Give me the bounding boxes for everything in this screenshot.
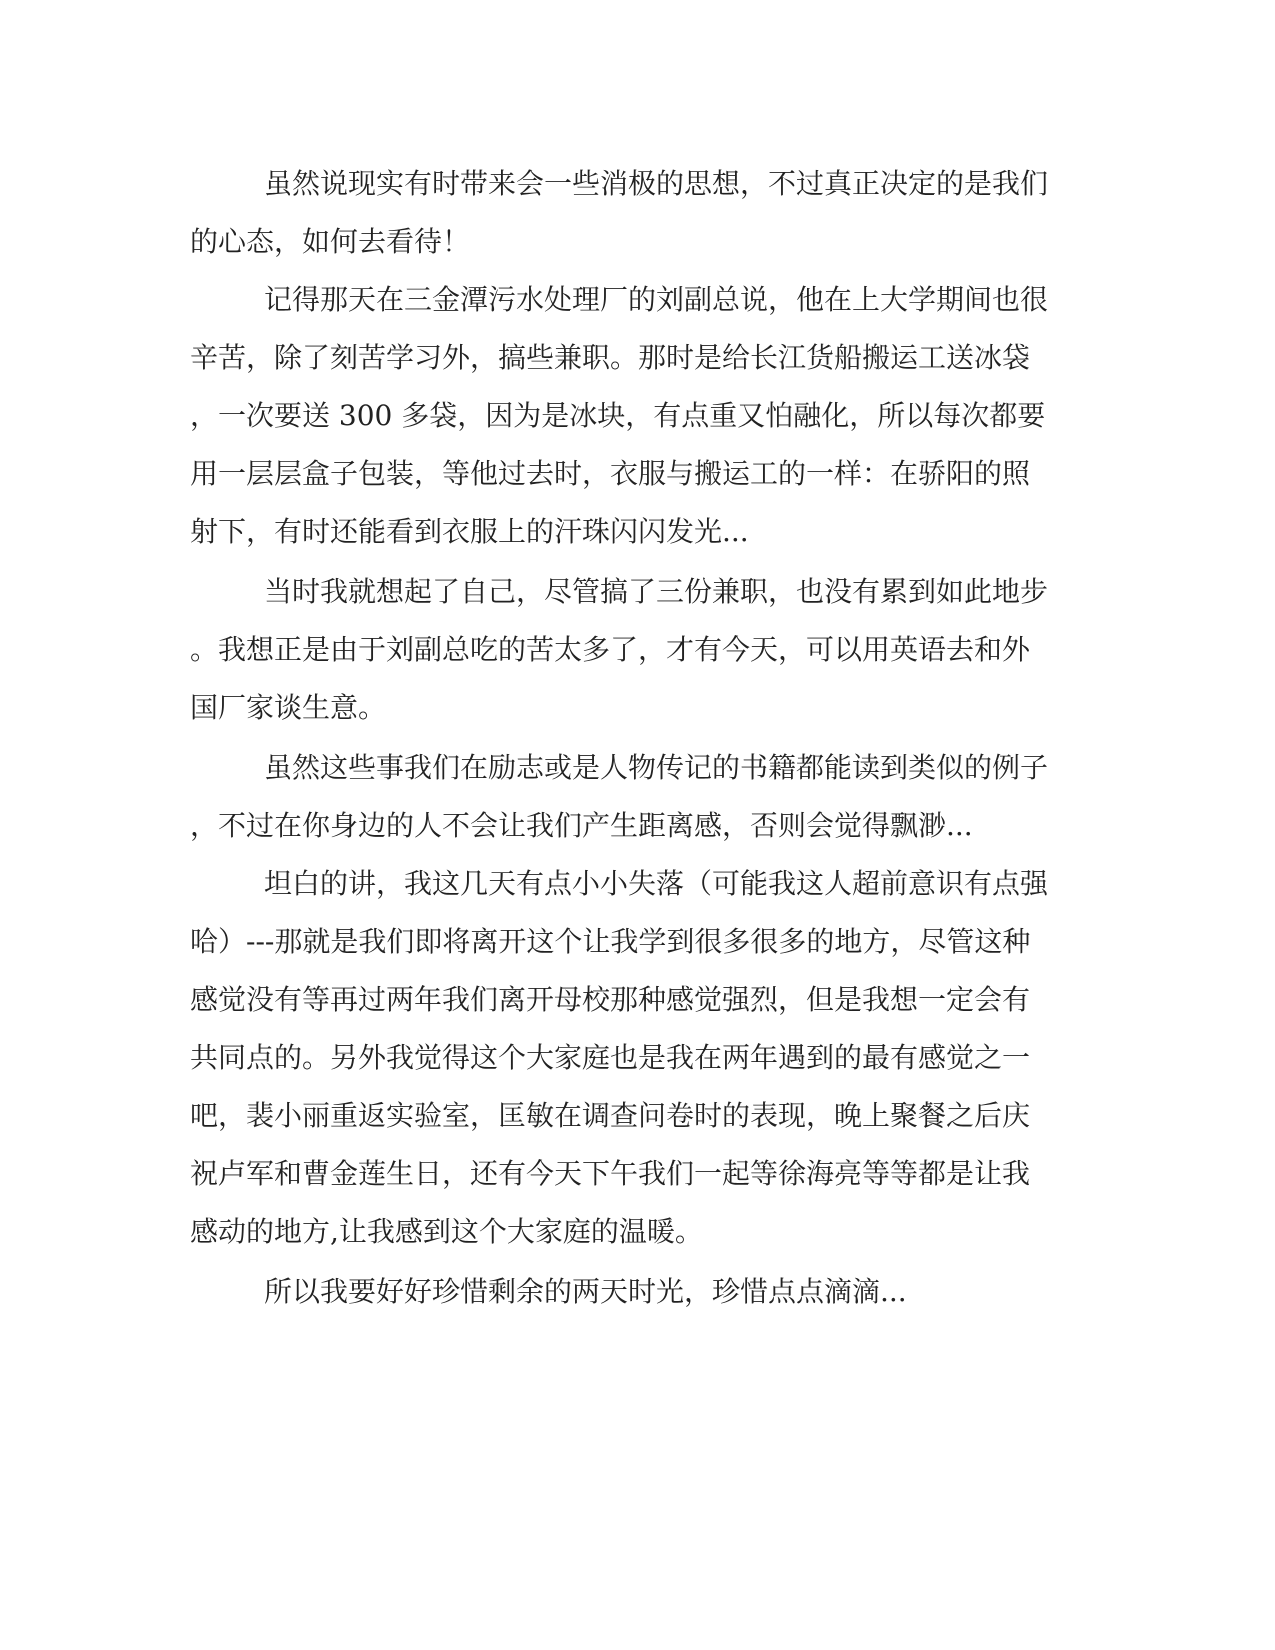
paragraph-5-line-6: 祝卢军和曹金莲生日，还有今天下午我们一起等徐海亮等等都是让我 <box>190 1157 1031 1190</box>
paragraph-2-line-1: 记得那天在三金潭污水处理厂的刘副总说，他在上大学期间也很 <box>264 283 1049 316</box>
paragraph-4-line-1: 虽然这些事我们在励志或是人物传记的书籍都能读到类似的例子 <box>264 751 1049 784</box>
paragraph-5-line-3: 感觉没有等再过两年我们离开母校那种感觉强烈，但是我想一定会有 <box>190 983 1031 1016</box>
paragraph-6-line-1: 所以我要好好珍惜剩余的两天时光，珍惜点点滴滴... <box>264 1275 907 1308</box>
paragraph-5-line-2: 哈）---那就是我们即将离开这个让我学到很多很多的地方，尽管这种 <box>190 925 1031 958</box>
paragraph-3-line-2: 。我想正是由于刘副总吃的苦太多了，才有今天，可以用英语去和外 <box>190 633 1031 666</box>
paragraph-2-line-5: 射下，有时还能看到衣服上的汗珠闪闪发光... <box>190 515 749 548</box>
paragraph-3-line-3: 国厂家谈生意。 <box>190 691 387 724</box>
paragraph-1-line-1: 虽然说现实有时带来会一些消极的思想，不过真正决定的是我们 <box>264 167 1049 200</box>
paragraph-1-line-2: 的心态，如何去看待！ <box>190 225 471 258</box>
paragraph-5-line-4: 共同点的。另外我觉得这个大家庭也是我在两年遇到的最有感觉之一 <box>190 1041 1031 1074</box>
paragraph-2-line-2: 辛苦，除了刻苦学习外，搞些兼职。那时是给长江货船搬运工送冰袋 <box>190 341 1031 374</box>
paragraph-5-line-1: 坦白的讲，我这几天有点小小失落（可能我这人超前意识有点强 <box>264 867 1049 900</box>
paragraph-5-line-5: 吧，裴小丽重返实验室，匡敏在调查问卷时的表现，晚上聚餐之后庆 <box>190 1099 1031 1132</box>
paragraph-4-line-2: ，不过在你身边的人不会让我们产生距离感，否则会觉得飘渺... <box>190 809 973 842</box>
paragraph-3-line-1: 当时我就想起了自己，尽管搞了三份兼职，也没有累到如此地步 <box>264 575 1049 608</box>
paragraph-5-line-7: 感动的地方,让我感到这个大家庭的温暖。 <box>190 1215 703 1248</box>
paragraph-2-line-4: 用一层层盒子包装，等他过去时，衣服与搬运工的一样：在骄阳的照 <box>190 457 1031 490</box>
paragraph-2-line-3: ，一次要送 300 多袋，因为是冰块，有点重又怕融化，所以每次都要 <box>190 399 1046 432</box>
